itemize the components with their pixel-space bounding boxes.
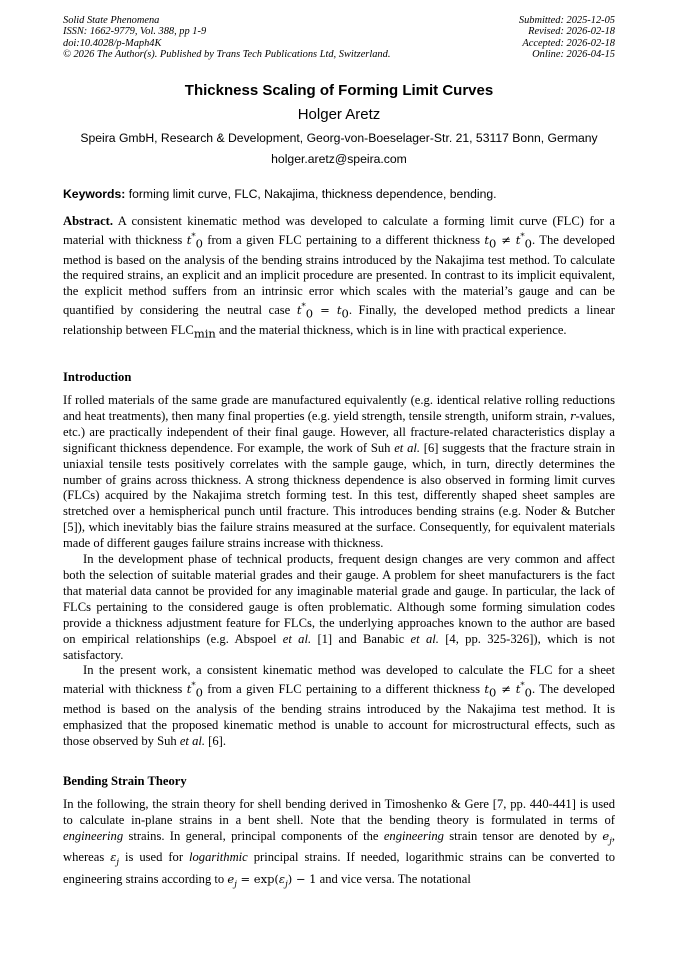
journal-name: Solid State Phenomena [63, 15, 160, 26]
abstract-text: A consistent kinematic method was developed to calculate a forming limit curve (FLC) for a material with thickness [63, 214, 615, 248]
keywords [63, 187, 615, 201]
online-date: Online: 2026-04-15 [532, 49, 615, 61]
paragraph-text: strains. In general, principal components of the [123, 828, 384, 843]
emphasis: engineering [383, 828, 444, 843]
math-op: ≠ [496, 233, 516, 248]
issn-line: ISSN: 1662-9779, Vol. 388, pp 1-9 [63, 26, 207, 38]
math-var: t [484, 233, 489, 248]
paragraph-text: [6]. [205, 733, 227, 748]
paragraph-text: In the following, the strain theory for shell bending derived in Timoshenko & Gere [7, pp. 440-441] is used to calculate in-plane strains in a bent shell. Note that the bending theory is formulated in terms of [63, 797, 615, 827]
accepted-date: Accepted: 2026-02-18 [522, 37, 615, 49]
math-var: t [484, 682, 489, 697]
intro-paragraph-3 [63, 663, 615, 749]
math-sup: * [520, 231, 525, 242]
math-var: t [336, 303, 342, 318]
abstract-text: . The developed method is based on the analysis of the bending strains introduced by the Nakajima test method. To calculate the required strains, an explicit and an implicit procedure are presented. In contrast to its implicit equivalent, the explicit method suffers from an intrinsic error which scales with the material’s gauge and can be quantified by considering the neutral case [63, 233, 615, 318]
emphasis: engineering [63, 828, 124, 843]
author-email[interactable]: holger.aretz@speira.com [271, 152, 407, 166]
keywords-label: Keywords: [63, 187, 126, 201]
paper-title: Thickness Scaling of Forming Limit Curves [184, 82, 494, 99]
paragraph-text: is used for [119, 850, 189, 865]
paragraph-text: strain tensor are denoted by [443, 828, 603, 843]
abstract-label: Abstract. [63, 214, 114, 228]
et-al: et al. [410, 631, 439, 646]
math-var: e [227, 871, 235, 886]
emphasis: logarithmic [189, 850, 248, 865]
paragraph-text: -values, etc.) are practically independent of their final gauge. However, all fracture-related characteristics display a significant thickness dependence. For example, the work of Suh [63, 408, 615, 455]
paragraph-text: . The developed method is based on the analysis of the bending strains introduced by the Nakajima test method. It is emphasized that the proposed kinematic method is unable to account for microstructural effects, such as those observed by Suh [63, 682, 615, 748]
copyright-line: © 2026 The Author(s). Published by Trans Tech Publications Ltd, Switzerland. [63, 49, 391, 61]
math-sub: j [285, 879, 288, 890]
math-sub: min [193, 326, 216, 341]
math-sub: j [234, 879, 237, 890]
et-al: et al. [179, 733, 206, 748]
bending-section [63, 797, 615, 893]
math-var: t [186, 682, 192, 697]
math-sub: 0 [488, 686, 497, 701]
publication-dates [519, 15, 615, 61]
math-sup: * [191, 681, 196, 692]
math-op: = exp( [236, 871, 279, 886]
math-var: t [186, 233, 192, 248]
math-var: r [569, 408, 576, 423]
math-sub: j [609, 836, 612, 847]
math-var: e [602, 828, 610, 843]
math-sub: 0 [195, 236, 203, 251]
math-sub: 0 [524, 686, 532, 701]
math-op: = [313, 303, 337, 318]
math-sub: 0 [341, 306, 349, 321]
introduction-section [63, 393, 615, 750]
intro-paragraph-1 [63, 393, 615, 552]
section-heading-bending: Bending Strain Theory [63, 774, 187, 788]
paragraph-text: principal strains. If needed, logarithmic strains can be converted to engineering strains according to [63, 850, 616, 886]
math-var: ε [110, 850, 117, 865]
submitted-date: Submitted: 2025-12-05 [518, 15, 615, 26]
intro-paragraph-2 [63, 552, 615, 663]
math-var: t [296, 303, 302, 318]
author-name: Holger Aretz [297, 106, 381, 123]
section-heading-introduction: Introduction [63, 370, 132, 384]
math-var: t [515, 682, 521, 697]
paragraph-text: In the development phase of technical products, frequent design changes are very common and affect both the selection of suitable material grades and their gauge. A problem for sheet manufacturers is the fact that material data cannot be provided for any imaginable material grade and gauge. In particular, the lack of FLCs pertaining to the considered gauge is often problematic. Although some forming simulation codes provide a thickness adjustment feature for FLCs, the underlying approaches known to the author are based on empirical relationships (e.g. Abspoel [63, 552, 615, 646]
paragraph-text: [1] and Banabic [311, 631, 411, 646]
paragraph-text: [4, pp. 325-326]), which is not satisfactory. [63, 631, 615, 662]
math-op: ) − 1 [287, 871, 317, 886]
keywords-text: forming limit curve, FLC, Nakajima, thickness dependence, bending. [125, 187, 497, 201]
math-sup: * [301, 302, 306, 313]
revised-date: Revised: 2026-02-18 [528, 26, 615, 38]
paragraph-text: In the present work, a consistent kinematic method was developed to calculate the FLC for a sheet material with thickness [63, 663, 615, 697]
author-affiliation: Speira GmbH, Research & Development, Georg-von-Boeselager-Str. 21, 53117 Bonn, Germany [80, 131, 598, 145]
abstract-text: and the material thickness, which is in line with practical experience. [215, 322, 567, 337]
math-var: ε [278, 871, 286, 886]
paragraph-text: and vice versa. The notational [316, 871, 471, 886]
bending-paragraph-1 [63, 797, 615, 893]
abstract-text: . Finally, the developed method predicts a linear relationship between FLC [63, 303, 615, 337]
doi-line: doi:10.4028/p-Maph4K [63, 37, 162, 49]
et-al: et al. [282, 631, 312, 646]
journal-info [63, 15, 390, 61]
math-sub: 0 [195, 686, 203, 701]
math-sub: j [116, 857, 120, 868]
et-al: et al. [394, 440, 421, 455]
math-sub: 0 [524, 236, 532, 251]
math-sub: 0 [488, 236, 497, 251]
abstract-text: from a given FLC pertaining to a different thickness [202, 233, 485, 248]
math-sup: * [191, 231, 196, 242]
paragraph-text: from a given FLC pertaining to a different thickness [202, 682, 485, 697]
paragraph-text: , whereas [63, 828, 615, 865]
paragraph-text: If rolled materials of the same grade are manufactured equivalently (e.g. identical relative rolling reductions and heat treatments), then many final properties (e.g. yield strength, tensile strength, uniform strain, [63, 393, 615, 423]
math-op: ≠ [496, 682, 516, 697]
abstract [63, 214, 615, 342]
math-var: t [515, 233, 521, 248]
math-sub: 0 [305, 306, 314, 321]
paragraph-text: [6] suggests that the fracture strain in uniaxial tensile tests positively correlates with the sample gauge, which, in turn, directly determines the number of grains across thickness. A strong thickness dependence is also observed in forming limit curves (FLCs) acquired by the Nakajima stretch forming test. In this test, differently shaped sheet samples are stretched over a hemispherical punch until fracture. This introduces bending strains (e.g. Noder & Butcher [5]), which inevitably bias the failure strains measured at the surface. Consequently, for equivalent materials made of different gauges failure strains increase with thickness. [63, 440, 615, 551]
math-sup: * [520, 681, 525, 692]
